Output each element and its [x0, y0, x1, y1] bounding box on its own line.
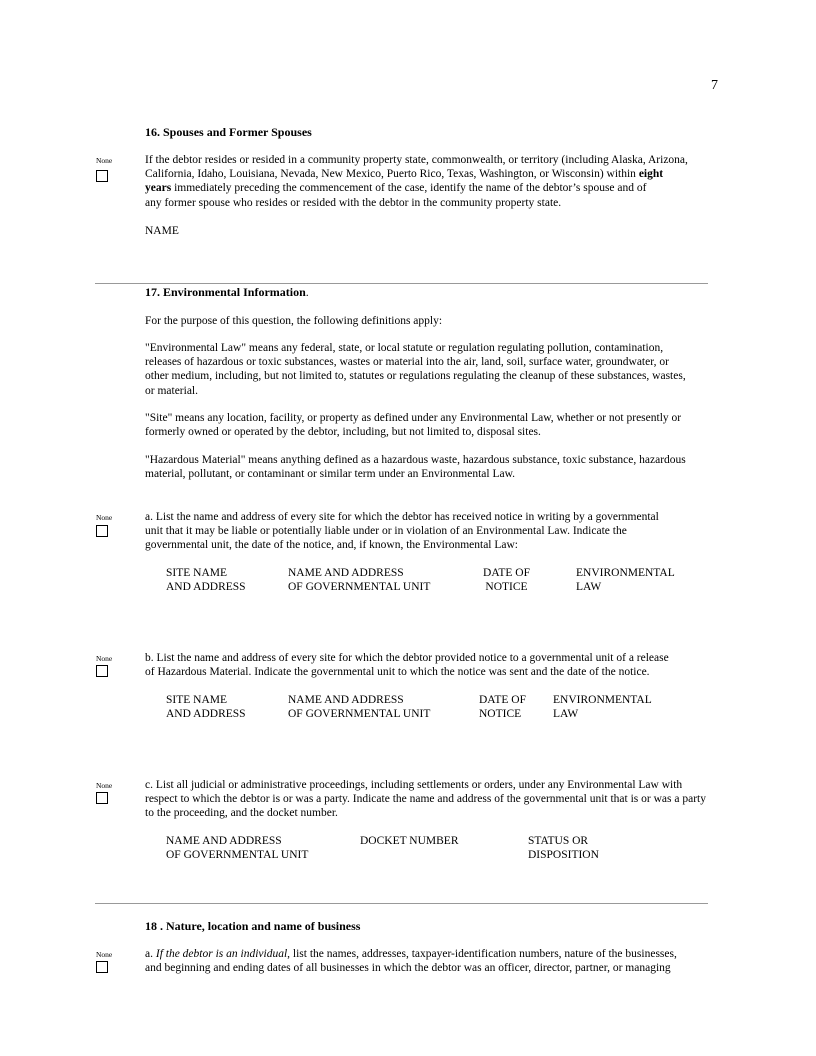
col-line: OF GOVERNMENTAL UNIT [166, 849, 309, 862]
col-line: AND ADDRESS [166, 581, 246, 594]
column-governmental-unit [288, 566, 430, 594]
col-line: NAME AND ADDRESS [288, 567, 404, 579]
section-17-title [145, 285, 309, 299]
line: and beginning and ending dates of all businesses in which the debtor was an officer, director, partner, or managing [145, 962, 671, 975]
column-status-disposition [528, 834, 599, 862]
column-governmental-unit [288, 693, 430, 721]
line: a. List the name and address of every site for which the debtor has received notice in writing by a governmental [145, 511, 659, 523]
column-site-name [166, 566, 246, 594]
line: material, pollutant, or contaminant or similar term under an Environmental Law. [145, 468, 516, 481]
col-line: NAME AND ADDRESS [288, 694, 404, 706]
line: "Site" means any location, facility, or property as defined under any Environmental Law, whether or not presently or [145, 412, 682, 424]
text: , list the names, addresses, taxpayer-identification numbers, nature of the businesses, [287, 948, 677, 960]
none-checkbox-17c[interactable] [96, 792, 108, 804]
section-17b-paragraph [145, 651, 669, 679]
col-line: OF GOVERNMENTAL UNIT [288, 581, 431, 594]
col-line: ENVIRONMENTAL [553, 694, 652, 706]
line: "Environmental Law" means any federal, state, or local statute or regulation regulating pollution, contamination, [145, 342, 664, 354]
none-checkbox-16[interactable] [96, 170, 108, 182]
section-16-paragraph [145, 153, 688, 210]
col-line: DATE OF [479, 694, 526, 706]
col-line: DOCKET NUMBER [360, 835, 459, 847]
environmental-law-definition [145, 341, 686, 398]
col-line: OF GOVERNMENTAL UNIT [288, 708, 431, 721]
col-line: DATE OF [483, 567, 530, 579]
none-label-17b: None [96, 654, 113, 663]
line: releases of hazardous or toxic substances, wastes or material into the air, land, soil, surface water, groundwater, or [145, 356, 669, 369]
title-period: . [305, 285, 309, 299]
column-site-name [166, 693, 246, 721]
column-governmental-unit [166, 834, 308, 862]
text: immediately preceding the commencement of the case, identify the name of the debtor’s spouse and of [171, 182, 647, 195]
col-line: DISPOSITION [528, 849, 599, 862]
none-label-17a: None [96, 513, 113, 522]
section-divider [95, 903, 708, 904]
column-environmental-law [553, 693, 652, 721]
line: formerly owned or operated by the debtor, including, but not limited to, disposal sites. [145, 426, 541, 439]
column-environmental-law [576, 566, 675, 594]
col-line: LAW [553, 708, 579, 721]
line [145, 167, 688, 181]
section-17c-paragraph [145, 778, 706, 821]
col-line: AND ADDRESS [166, 708, 246, 721]
col-line: NOTICE [479, 708, 522, 721]
col-line: SITE NAME [166, 567, 228, 579]
site-definition [145, 411, 681, 439]
line: If the debtor resides or resided in a community property state, commonwealth, or territory (including Alaska, Arizona, [145, 154, 688, 166]
line: governmental unit, the date of the notice, and, if known, the Environmental Law: [145, 539, 519, 552]
line: other medium, including, but not limited to, statutes or regulations regulating the cleanup of these substances, wastes, [145, 370, 686, 383]
line: of Hazardous Material. Indicate the governmental unit to which the notice was sent and the date of the notice. [145, 666, 650, 679]
column-date-of-notice [479, 566, 534, 594]
column-name: NAME [145, 225, 179, 237]
none-label-16: None [96, 156, 113, 165]
line: any former spouse who resides or resided with the debtor in the community property state. [145, 196, 562, 209]
none-checkbox-17b[interactable] [96, 665, 108, 677]
text: a. [145, 948, 156, 960]
col-line: LAW [576, 581, 602, 594]
line: b. List the name and address of every site for which the debtor provided notice to a governmental unit of a release [145, 652, 669, 664]
emphasis: eight [638, 168, 664, 181]
page-number: 7 [711, 78, 718, 93]
none-checkbox-17a[interactable] [96, 525, 108, 537]
column-docket-number [360, 834, 459, 848]
line: c. List all judicial or administrative proceedings, including settlements or orders, under any Environmental Law with [145, 779, 683, 791]
none-label-17c: None [96, 781, 113, 790]
col-line: ENVIRONMENTAL [576, 567, 675, 579]
section-18-title: 18 . Nature, location and name of business [145, 919, 361, 933]
line: "Hazardous Material" means anything defined as a hazardous waste, hazardous substance, toxic substance, hazardous [145, 454, 686, 466]
line [145, 181, 688, 195]
title-text: 17. Environmental Information [145, 285, 306, 299]
section-17-intro: For the purpose of this question, the following definitions apply: [145, 315, 443, 327]
col-line: NOTICE [485, 581, 528, 594]
column-date-of-notice [479, 693, 526, 721]
col-line: NAME AND ADDRESS [166, 835, 282, 847]
section-17a-paragraph [145, 510, 659, 553]
line: unit that it may be liable or potentially liable under or in violation of an Environmental Law. Indicate the [145, 525, 627, 538]
line: to the proceeding, and the docket number. [145, 807, 338, 820]
italic-text: If the debtor is an individual [155, 948, 288, 960]
section-18a-paragraph [145, 947, 677, 975]
none-label-18: None [96, 950, 113, 959]
section-divider [95, 283, 708, 284]
none-checkbox-18[interactable] [96, 961, 108, 973]
section-16-title: 16. Spouses and Former Spouses [145, 125, 312, 139]
emphasis: years [145, 182, 172, 195]
col-line: SITE NAME [166, 694, 228, 706]
text: California, Idaho, Louisiana, Nevada, New Mexico, Puerto Rico, Texas, Washington, or Wisconsin) within [145, 168, 639, 181]
line [145, 947, 677, 961]
hazardous-material-definition [145, 453, 686, 481]
col-line: STATUS OR [528, 835, 589, 847]
line: respect to which the debtor is or was a party. Indicate the name and address of the governmental unit that is or was a party [145, 793, 706, 806]
line: or material. [145, 384, 199, 397]
